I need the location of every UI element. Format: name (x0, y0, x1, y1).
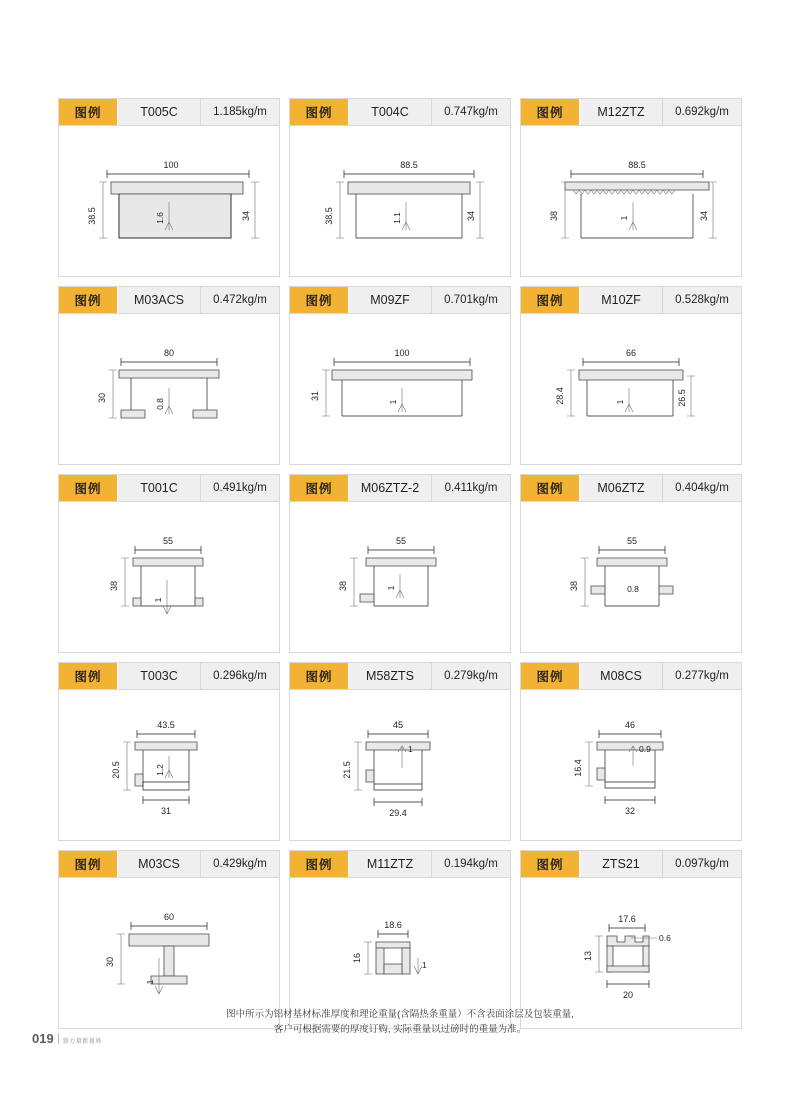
section-drawing (521, 314, 741, 464)
product-row (58, 474, 742, 653)
product-weight: 0.411kg/m (431, 475, 510, 501)
dim-left: 38 (109, 580, 119, 592)
dim-top: 55 (162, 536, 174, 546)
section-drawing (521, 690, 741, 840)
section-drawing (290, 126, 510, 276)
legend-tag: 图例 (59, 475, 117, 501)
dim-inner: 1.1 (392, 212, 402, 224)
product-code: ZTS21 (579, 851, 662, 877)
product-card-t004c[interactable] (289, 98, 511, 277)
product-weight: 0.404kg/m (662, 475, 741, 501)
footnote-line-2: 客户可根据需要的厚度订购, 实际重量以过磅时的重量为准。 (273, 1024, 527, 1035)
product-card-m08cs[interactable] (520, 662, 742, 841)
dim-inner: 1 (145, 979, 155, 985)
dim-top: 46 (624, 720, 636, 730)
legend-tag: 图例 (290, 475, 348, 501)
legend-tag: 图例 (521, 663, 579, 689)
dim-inner: 1 (619, 215, 629, 221)
dim-inner: 1 (386, 585, 396, 591)
product-card-m10zf[interactable] (520, 286, 742, 465)
card-header (290, 851, 510, 878)
product-card-m03cs[interactable] (58, 850, 280, 1029)
dim-top: 18.6 (384, 920, 402, 930)
product-code: M08CS (579, 663, 662, 689)
legend-tag: 图例 (290, 851, 348, 877)
product-card-m06ztz[interactable] (520, 474, 742, 653)
product-code: M58ZTS (348, 663, 431, 689)
dim-bottom: 20 (622, 990, 634, 1000)
card-header (290, 663, 510, 690)
dim-right: 34 (241, 210, 251, 222)
legend-tag: 图例 (290, 287, 348, 313)
section-drawing (521, 126, 741, 276)
page-number: 019 (32, 1031, 54, 1046)
dim-top: 66 (625, 348, 637, 358)
dim-right: 34 (699, 210, 709, 222)
product-card-m06ztz-2[interactable] (289, 474, 511, 653)
product-weight: 0.097kg/m (662, 851, 741, 877)
product-weight: 0.472kg/m (200, 287, 279, 313)
product-code: M03ACS (117, 287, 200, 313)
dim-inner: 1 (388, 399, 398, 405)
dim-top: 55 (395, 536, 407, 546)
product-weight: 0.194kg/m (431, 851, 510, 877)
section-drawing (59, 690, 279, 840)
section-drawing (59, 878, 279, 1028)
card-header (59, 287, 279, 314)
legend-tag: 图例 (59, 287, 117, 313)
card-header (59, 851, 279, 878)
legend-tag: 图例 (521, 851, 579, 877)
dim-top: 55 (626, 536, 638, 546)
footnote-line-1: 图中所示为铝材基材标准厚度和理论重量(含隔热条重量）不含表面涂层及包装重量, (226, 1009, 574, 1020)
dim-inner: 1 (408, 744, 413, 754)
product-code: T003C (117, 663, 200, 689)
product-code: T005C (117, 99, 200, 125)
card-header (521, 475, 741, 502)
dim-left: 38 (569, 580, 579, 592)
legend-tag: 图例 (59, 851, 117, 877)
product-card-t003c[interactable] (58, 662, 280, 841)
product-card-t001c[interactable] (58, 474, 280, 653)
brand-text: 新力量新视界 (62, 1039, 102, 1045)
product-weight: 1.185kg/m (200, 99, 279, 125)
dim-top: 43.5 (157, 720, 175, 730)
legend-tag: 图例 (290, 99, 348, 125)
product-weight: 0.747kg/m (431, 99, 510, 125)
dim-right: 34 (466, 210, 476, 222)
dim-inner: 0.8 (627, 584, 639, 594)
dim-inner: 0.9 (639, 744, 651, 754)
product-code: M12ZTZ (579, 99, 662, 125)
legend-tag: 图例 (521, 99, 579, 125)
dim-left: 13 (583, 950, 593, 962)
card-header (59, 475, 279, 502)
product-card-m09zf[interactable] (289, 286, 511, 465)
section-drawing (521, 878, 741, 1028)
product-card-t005c[interactable] (58, 98, 280, 277)
dim-left: 38 (549, 210, 559, 222)
dim-left: 21.5 (342, 761, 352, 779)
dim-bottom: 29.4 (389, 808, 407, 818)
dim-left: 20.5 (111, 761, 121, 779)
product-row (58, 286, 742, 465)
dim-left: 38.5 (87, 207, 97, 225)
section-drawing (59, 314, 279, 464)
product-weight: 0.429kg/m (200, 851, 279, 877)
section-drawing (290, 314, 510, 464)
product-code: M09ZF (348, 287, 431, 313)
dim-left: 38.5 (324, 207, 334, 225)
product-card-m12ztz[interactable] (520, 98, 742, 277)
card-header (521, 851, 741, 878)
product-code: M06ZTZ-2 (348, 475, 431, 501)
product-card-m11ztz[interactable] (289, 850, 511, 1029)
dim-top: 45 (392, 720, 404, 730)
product-weight: 0.692kg/m (662, 99, 741, 125)
dim-left: 16.4 (573, 759, 583, 777)
card-header (290, 475, 510, 502)
product-weight: 0.491kg/m (200, 475, 279, 501)
dim-top: 100 (394, 348, 410, 358)
dim-bottom: 31 (160, 806, 172, 816)
dim-bottom: 32 (624, 806, 636, 816)
dim-right: 26.5 (677, 389, 687, 407)
card-header (290, 287, 510, 314)
dim-left: 38 (338, 580, 348, 592)
card-header (521, 287, 741, 314)
dim-top: 88.5 (400, 160, 418, 170)
dim-inner: 0.8 (155, 398, 165, 410)
dim-top: 17.6 (618, 914, 636, 924)
section-drawing (290, 878, 510, 1028)
product-weight: 0.277kg/m (662, 663, 741, 689)
product-weight: 0.701kg/m (431, 287, 510, 313)
legend-tag: 图例 (59, 99, 117, 125)
page-number-block (32, 1031, 102, 1046)
legend-tag: 图例 (521, 475, 579, 501)
legend-tag: 图例 (290, 663, 348, 689)
section-drawing (59, 502, 279, 652)
dim-top: 100 (163, 160, 179, 170)
dim-inner: 0.6 (659, 933, 671, 943)
footnote (0, 1007, 800, 1037)
dim-top: 88.5 (628, 160, 646, 170)
legend-tag: 图例 (521, 287, 579, 313)
dim-inner: 1.2 (155, 764, 165, 776)
section-drawing (290, 502, 510, 652)
product-card-m03acs[interactable] (58, 286, 280, 465)
product-code: M03CS (117, 851, 200, 877)
card-header (59, 663, 279, 690)
divider (58, 1033, 59, 1044)
section-drawing (521, 502, 741, 652)
dim-left: 30 (105, 956, 115, 968)
dim-inner: 1 (153, 597, 163, 603)
product-weight: 0.296kg/m (200, 663, 279, 689)
card-header (59, 99, 279, 126)
product-card-zts21[interactable] (520, 850, 742, 1029)
dim-left: 28.4 (555, 387, 565, 405)
dim-top: 80 (163, 348, 175, 358)
product-code: M10ZF (579, 287, 662, 313)
dim-left: 30 (97, 392, 107, 404)
section-drawing (290, 690, 510, 840)
product-code: M11ZTZ (348, 851, 431, 877)
card-header (290, 99, 510, 126)
card-header (521, 99, 741, 126)
product-weight: 0.279kg/m (431, 663, 510, 689)
product-weight: 0.528kg/m (662, 287, 741, 313)
dim-left: 16 (352, 952, 362, 964)
dim-inner: 1 (422, 960, 427, 970)
dim-left: 31 (310, 390, 320, 402)
section-drawing (59, 126, 279, 276)
dim-inner: 1.6 (155, 212, 165, 224)
card-header (521, 663, 741, 690)
product-card-m58zts[interactable] (289, 662, 511, 841)
product-row (58, 98, 742, 277)
dim-top: 60 (163, 912, 175, 922)
product-grid (58, 98, 742, 1038)
legend-tag: 图例 (59, 663, 117, 689)
product-code: T001C (117, 475, 200, 501)
product-row (58, 662, 742, 841)
product-code: T004C (348, 99, 431, 125)
product-code: M06ZTZ (579, 475, 662, 501)
dim-inner: 1 (615, 399, 625, 405)
product-row (58, 850, 742, 1029)
